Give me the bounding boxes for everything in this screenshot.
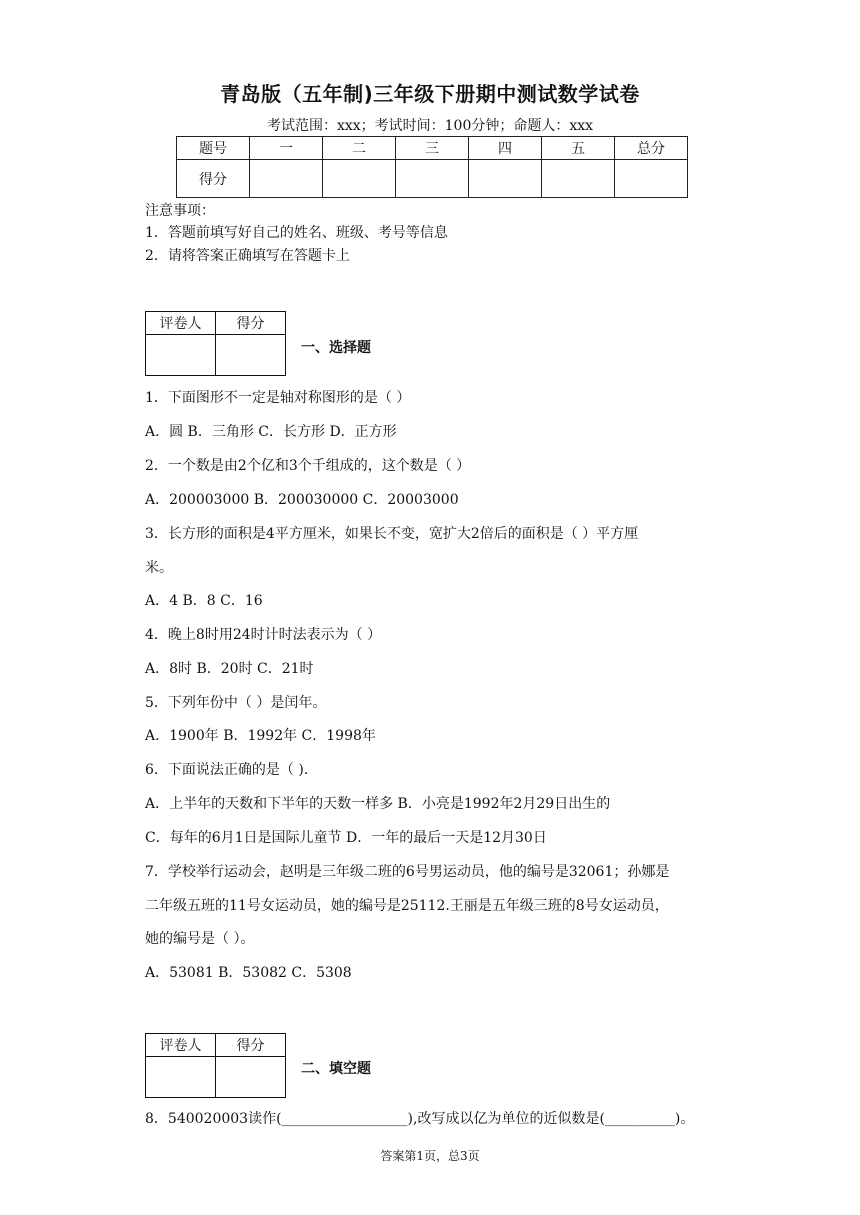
question-line: 二年级五班的11号女运动员，她的编号是25112.王丽是五年级三班的8号女运动员， — [145, 898, 669, 914]
option-line: A．200003000 B．200030000 C．20003000 — [145, 492, 459, 508]
page-title: 青岛版（五年制)三年级下册期中测试数学试卷 — [220, 82, 640, 106]
score-header-cell: 二 — [323, 137, 396, 160]
section-title: 二、填空题 — [301, 1061, 371, 1077]
score-header-cell: 题号 — [177, 137, 250, 160]
score-header-cell: 五 — [542, 137, 615, 160]
grader-input-cell[interactable] — [216, 1057, 286, 1098]
notes-item: 2．请将答案正确填写在答题卡上 — [145, 248, 350, 264]
score-header-cell: 四 — [469, 137, 542, 160]
question-line: 2．一个数是由2个亿和3个千组成的，这个数是（ ） — [145, 458, 471, 474]
question-line: 她的编号是（ ）。 — [145, 931, 255, 947]
option-line: A．1900年 B．1992年 C．1998年 — [145, 728, 376, 744]
score-input-cell[interactable] — [542, 160, 615, 198]
notes-heading: 注意事项： — [145, 203, 215, 219]
question-line: 8．540020003读作(__________________),改写成以亿为单位的近似数是(__________)。 — [145, 1111, 695, 1127]
question-line: 3．长方形的面积是4平方厘米，如果长不变，宽扩大2倍后的面积是（ ）平方厘 — [145, 526, 639, 542]
question-line: 米。 — [145, 560, 173, 576]
question-line: 6．下面说法正确的是（ ). — [145, 762, 309, 778]
grader-box — [145, 1033, 286, 1098]
exam-info: 考试范围：xxx；考试时间：100分钟；命题人：xxx — [266, 118, 594, 134]
page-footer: 答案第1页，总3页 — [380, 1149, 480, 1163]
option-line: A．8时 B．20时 C．21时 — [145, 661, 314, 677]
score-header-cell: 三 — [396, 137, 469, 160]
score-input-cell[interactable] — [250, 160, 323, 198]
question-line: 5．下列年份中（ ）是闰年。 — [145, 695, 327, 711]
option-line: A．圆 B．三角形 C．长方形 D．正方形 — [145, 424, 397, 440]
question-line: 4．晚上8时用24时计时法表示为（ ） — [145, 627, 382, 643]
option-line: A．4 B．8 C．16 — [145, 593, 263, 609]
option-line: A．上半年的天数和下半年的天数一样多 B．小亮是1992年2月29日出生的 — [145, 796, 611, 812]
score-header-cell: 一 — [250, 137, 323, 160]
score-input-cell[interactable] — [469, 160, 542, 198]
grader-input-cell[interactable] — [146, 335, 216, 376]
score-input-cell[interactable] — [615, 160, 688, 198]
grader-input-cell[interactable] — [146, 1057, 216, 1098]
option-line: A．53081 B．53082 C．5308 — [145, 965, 352, 981]
grader-score-label: 得分 — [216, 1034, 286, 1057]
grader-label: 评卷人 — [146, 1034, 216, 1057]
score-input-cell[interactable] — [323, 160, 396, 198]
score-header-cell: 总分 — [615, 137, 688, 160]
score-row-label: 得分 — [177, 160, 250, 198]
question-line: 1．下面图形不一定是轴对称图形的是（ ） — [145, 390, 411, 406]
grader-label: 评卷人 — [146, 312, 216, 335]
grader-input-cell[interactable] — [216, 335, 286, 376]
option-line: C．每年的6月1日是国际儿童节 D．一年的最后一天是12月30日 — [145, 830, 547, 846]
grader-score-label: 得分 — [216, 312, 286, 335]
section-title: 一、选择题 — [301, 340, 371, 356]
question-line: 7．学校举行运动会，赵明是三年级二班的6号男运动员，他的编号是32061；孙娜是 — [145, 864, 670, 880]
score-table — [176, 136, 688, 198]
notes-item: 1．答题前填写好自己的姓名、班级、考号等信息 — [145, 225, 448, 241]
score-input-cell[interactable] — [396, 160, 469, 198]
grader-box — [145, 311, 286, 376]
